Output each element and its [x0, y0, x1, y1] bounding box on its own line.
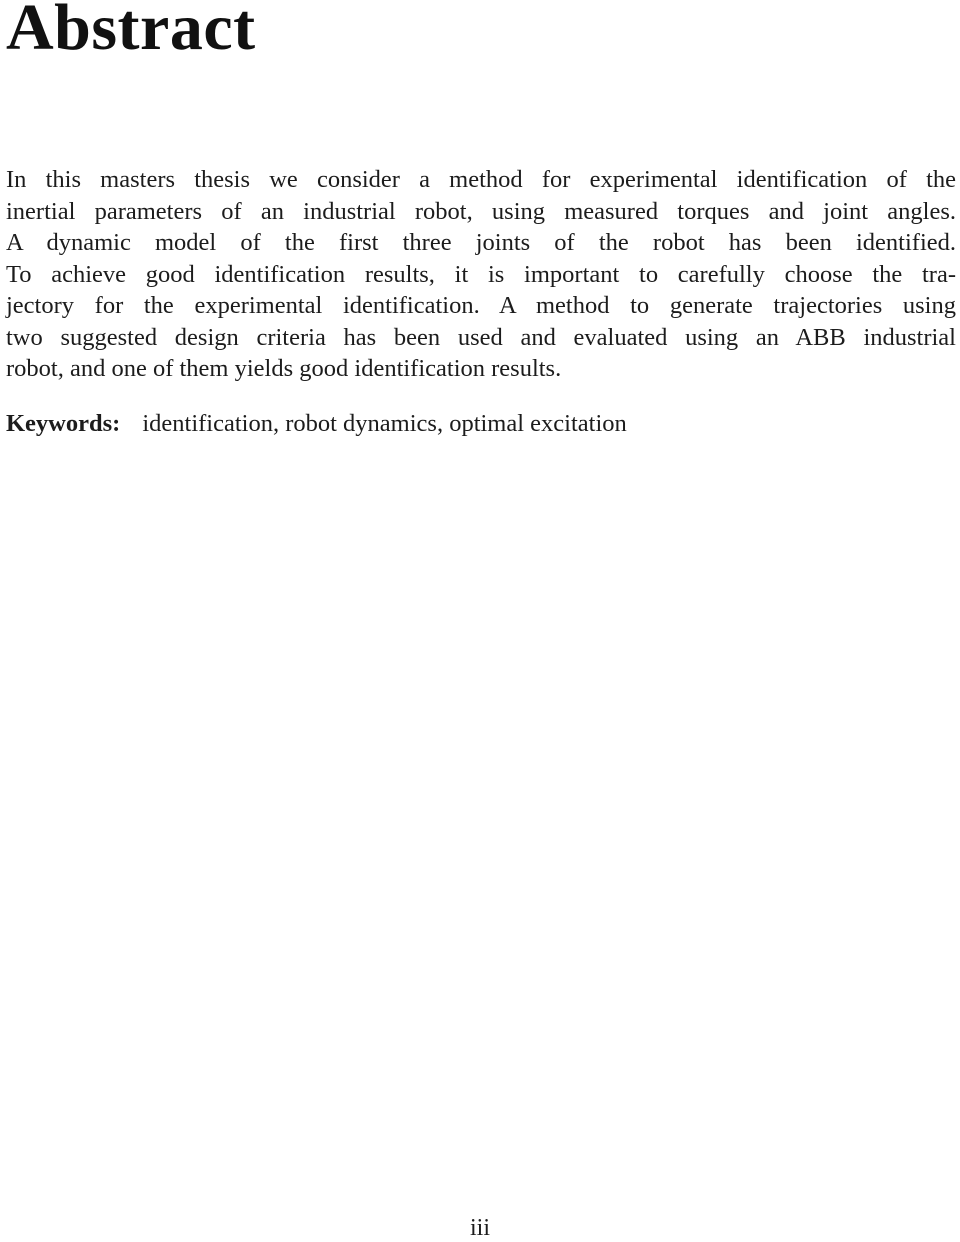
abstract-line: two suggested design criteria has been used and evaluated using an ABB industrial	[6, 323, 956, 351]
abstract-line: A dynamic model of the first three joints of the robot has been identified.	[6, 229, 956, 256]
abstract-line: jectory for the experimental identification. A method to generate trajectories using	[6, 292, 956, 319]
abstract-line: In this masters thesis we consider a method for experimental identification of the	[6, 166, 956, 193]
keywords-value: identification, robot dynamics, optimal excitation	[142, 410, 627, 437]
abstract-line: To achieve good identification results, it is important to carefully choose the tra-	[6, 260, 956, 288]
abstract-line: inertial parameters of an industrial robot, using measured torques and joint angles.	[6, 197, 956, 225]
keywords-label: Keywords:	[6, 410, 121, 437]
abstract-line: robot, and one of them yields good identification results.	[6, 355, 562, 382]
keywords-line	[6, 408, 627, 440]
page-number: iii	[469, 1215, 490, 1241]
abstract-paragraph	[6, 164, 956, 385]
abstract-heading: Abstract	[6, 0, 256, 64]
